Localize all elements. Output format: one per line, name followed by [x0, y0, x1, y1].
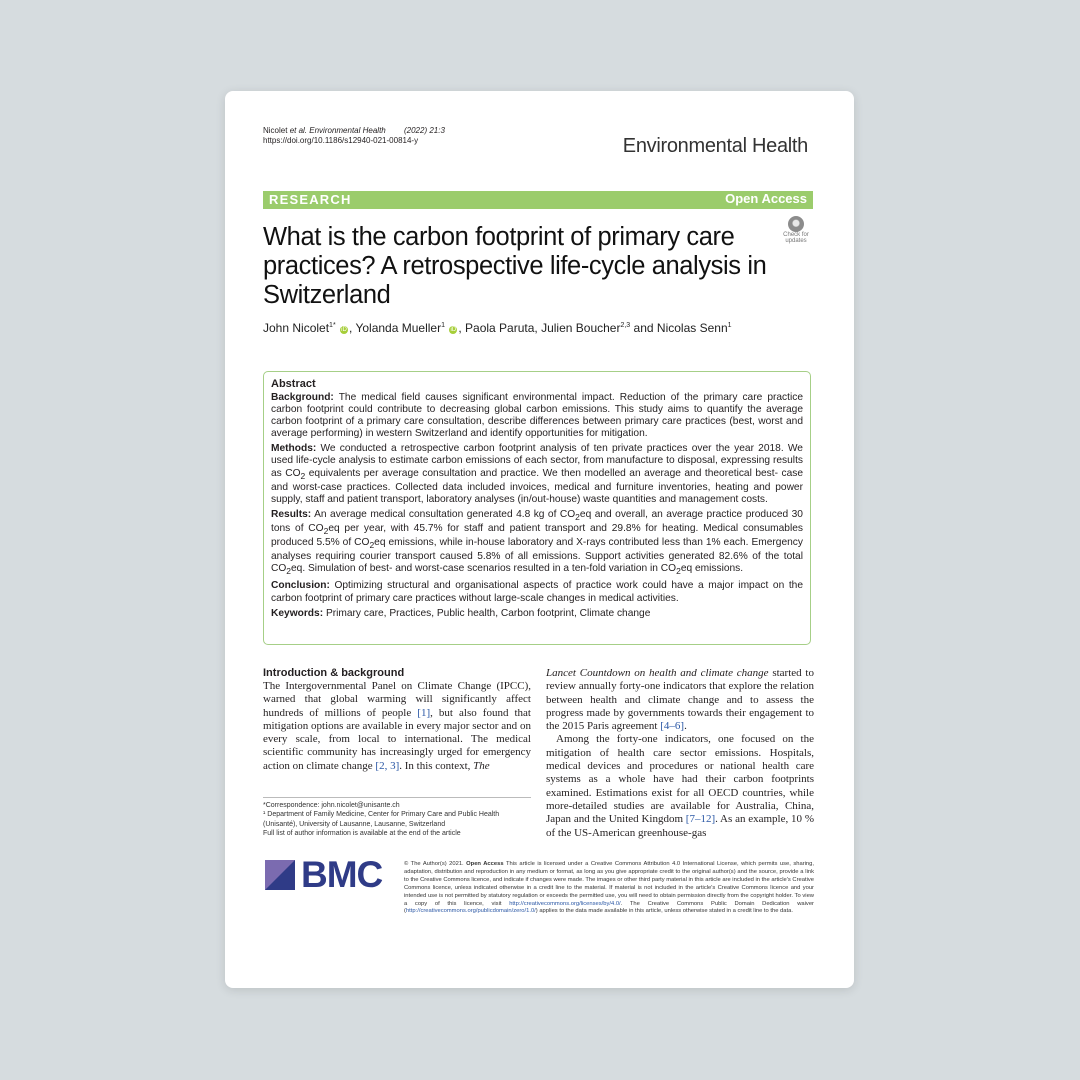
author-affiliation: 2,3: [620, 322, 631, 329]
body-paragraph: [263, 680, 531, 773]
body-text: , but also found that mitigation options are available in every major sector and on every scale, from local to international. The medical scientific community has increasingly urged for emergency action on climate change: [263, 706, 531, 772]
results-text-3: eq per year, with 45.7% for staff and patient transport and 29.8% for heating. Medical consumables produced 5.5% of CO: [271, 523, 803, 549]
methods-text-2: equivalents per average consultation and practice. We then modelled an average and theoretical best- case and worst-case practices. Collected data included invoices, medical and furniture inventories, heating and power supply, staff and patient transport, laboratory analyses (in/out-house) waste quantities and management costs.: [271, 467, 803, 505]
body-text: The Intergovernmental Panel on Climate Change (IPCC), warned that global warming will significantly affect hundreds of millions of people: [263, 680, 531, 719]
citation-journal: Environmental Health: [309, 126, 386, 135]
reference-link[interactable]: [1]: [417, 706, 431, 719]
results-text-5: eq. Simulation of best- and worst-case scenarios resulted in a ten-fold variation in CO: [291, 563, 677, 575]
author-name[interactable]: Paola Paruta: [465, 321, 535, 335]
author-affiliation: 1*: [329, 322, 336, 329]
check-for-updates-button[interactable]: [779, 216, 813, 246]
section-label: RESEARCH: [269, 192, 352, 207]
author-name[interactable]: Nicolas Senn: [656, 321, 728, 335]
correspondence-footnote: [263, 797, 531, 839]
citation-author: Nicolet: [263, 126, 288, 135]
body-text: . As an example, 10 % of the US-American greenhouse-gas: [546, 813, 814, 839]
license-body-1: This article is licensed under a Creative Commons Attribution 4.0 International License, which permits use, sharing, adaptation, distribution and reproduction in any medium or format, as long as you give appropriate credit to the original author(s) and the source, provide a link to the Creative Commons licence, and indicate if changes were made. The images or other third party material in this article are included in the article's Creative Commons licence, unless indicated otherwise in a credit line to the material. If material is not included in the article's Creative Commons licence and your intended use is not permitted by statutory regulation or exceeds the permitted use, you will need to obtain permission directly from the copyright holder. To view a copy of this licence, visit: [404, 861, 814, 907]
keywords-label: Keywords:: [271, 607, 324, 619]
orcid-icon[interactable]: iD: [450, 327, 457, 333]
subscript: 2: [286, 566, 292, 577]
abstract-keywords: [271, 608, 803, 620]
license-link-cc-by[interactable]: http://creativecommons.org/licenses/by/4.0/: [509, 900, 621, 907]
conclusion-label: Conclusion:: [271, 580, 330, 592]
abstract-box: [263, 371, 811, 645]
results-text-2: eq and overall, an average practice produced 30 tons of CO: [271, 508, 803, 534]
journal-name: Environmental Health: [622, 135, 808, 157]
license-link-cc0[interactable]: http://creativecommons.org/publicdomain/zero/1.0/: [405, 908, 536, 915]
methods-label: Methods:: [271, 443, 317, 455]
author-name[interactable]: John Nicolet: [263, 321, 330, 335]
author-name[interactable]: Yolanda Mueller: [355, 321, 442, 335]
orcid-icon[interactable]: iD: [341, 327, 347, 333]
correspondence-email[interactable]: *Correspondence: john.nicolet@unisante.ch: [263, 802, 400, 809]
body-italic: Lancet Countdown on health and climate change: [546, 667, 769, 679]
body-column-right: [546, 667, 814, 840]
open-access-label: Open Access: [725, 191, 807, 206]
check-updates-icon: [788, 216, 804, 232]
methods-text-1: We conducted a retrospective carbon footprint analysis of ten private practices over the year 2018. We used life-cycle analysis to estimate carbon emissions of each sector, from manufacture to disposal, expressing results as CO: [271, 443, 803, 479]
keywords-text: Primary care, Practices, Public health, Carbon footprint, Climate change: [325, 607, 651, 619]
license-open-access: Open Access: [466, 861, 504, 867]
author-info-note: Full list of author information is available at the end of the article: [263, 830, 461, 838]
bmc-logo-triangle: [265, 860, 295, 890]
author-affiliation: 1: [441, 322, 445, 329]
license-body-3: ) applies to the data made available in this article, unless otherwise stated in a credit line to the data.: [535, 908, 793, 915]
results-text-4: eq emissions, while in-house laboratory and X-rays contributed less than 1% each. Emergency analyses requiring courier transport caused 5.8% of all emissions. Support activities generated 82.6% of the total CO: [271, 537, 803, 575]
reference-link[interactable]: [2, 3]: [375, 759, 400, 772]
author-list: John Nicolet$^{1*}$ iD , Yolanda Mueller$^1$ iD , Paola Paruta, Julien Boucher$^{2,3}$ and Nicolas Senn$^1$: [263, 321, 732, 335]
section-heading: Introduction & background: [263, 667, 405, 679]
check-updates-text-1: Check for: [783, 232, 809, 238]
abstract-heading: Abstract: [271, 378, 316, 390]
body-text: .: [684, 720, 687, 733]
subscript: 2: [323, 526, 329, 537]
results-text-6: eq emissions.: [680, 563, 744, 575]
abstract-methods: [271, 443, 803, 506]
bmc-logo-text: BMC: [301, 854, 383, 895]
body-text: started to review annually forty-one indicators that explore the relation between health and climate change and to assess the progress made by governments towards their engagement to the 2015 Paris agreement: [546, 667, 814, 733]
abstract-conclusion: [271, 580, 803, 604]
reference-link[interactable]: [7–12]: [685, 813, 716, 826]
author-name[interactable]: Julien Boucher: [541, 321, 621, 335]
author-affiliation: 1: [727, 322, 732, 329]
body-text: Among the forty-one indicators, one focused on the mitigation of health care sector emissions. Hospitals, medical devices and procedures or national health care systems as a whole have had their carbon footprints examined. Estimations exist for all OECD countries, while more-detailed studies are available for Australia, China, Japan and the United Kingdom: [546, 733, 814, 826]
body-text: . In this context,: [399, 759, 474, 772]
citation-header: [263, 126, 445, 146]
results-text-1: An average medical consultation generated 4.8 kg of CO: [314, 508, 576, 520]
subscript: 2: [300, 470, 306, 481]
body-column-left: [263, 667, 531, 773]
citation-year: (2022) 21:3: [403, 126, 445, 135]
subscript: 2: [369, 540, 375, 551]
section-banner: [263, 191, 813, 209]
and-word: and: [633, 321, 654, 335]
check-updates-text-2: updates: [785, 238, 807, 244]
conclusion-text: Optimizing structural and organisational aspects of practice work could have a major impact on the carbon footprint of primary care practices without large-scale changes in medical activities.: [271, 580, 803, 604]
article-title: What is the carbon footprint of primary care practices? A retrospective life-cycle analysis in Switzerland: [263, 223, 767, 309]
license-body-2: . The Creative Commons Public Domain Dedication waiver (: [404, 900, 814, 915]
body-paragraph: [546, 667, 814, 733]
subscript: 2: [676, 566, 681, 577]
body-paragraph: [546, 733, 814, 839]
background-text: The medical field causes significant environmental impact. Reduction of the primary care practice carbon footprint could contribute to decreasing global carbon emissions. This study aims to quantify the average carbon footprint of a primary care consultation, describe differences between primary care practices (best, worst and average performing) in western Switzerland and identify opportunities for mitigation.: [271, 392, 803, 440]
results-label: Results:: [271, 508, 312, 520]
article-page: [225, 91, 854, 988]
abstract-results: [271, 509, 803, 578]
citation-etal: et al.: [289, 126, 308, 135]
license-text: [404, 861, 814, 916]
subscript: 2: [575, 511, 580, 522]
license-lead: © The Author(s) 2021.: [404, 861, 464, 867]
doi-link[interactable]: https://doi.org/10.1186/s12940-021-00814-y: [263, 136, 419, 145]
abstract-background: [271, 392, 803, 440]
background-label: Background:: [271, 392, 334, 403]
reference-link[interactable]: [4–6]: [660, 720, 685, 733]
affiliation-note: ¹ Department of Family Medicine, Center for Primary Care and Public Health (Unisanté), University of Lausanne, Lausanne, Switzerland: [263, 811, 500, 828]
body-italic: The: [473, 759, 490, 772]
